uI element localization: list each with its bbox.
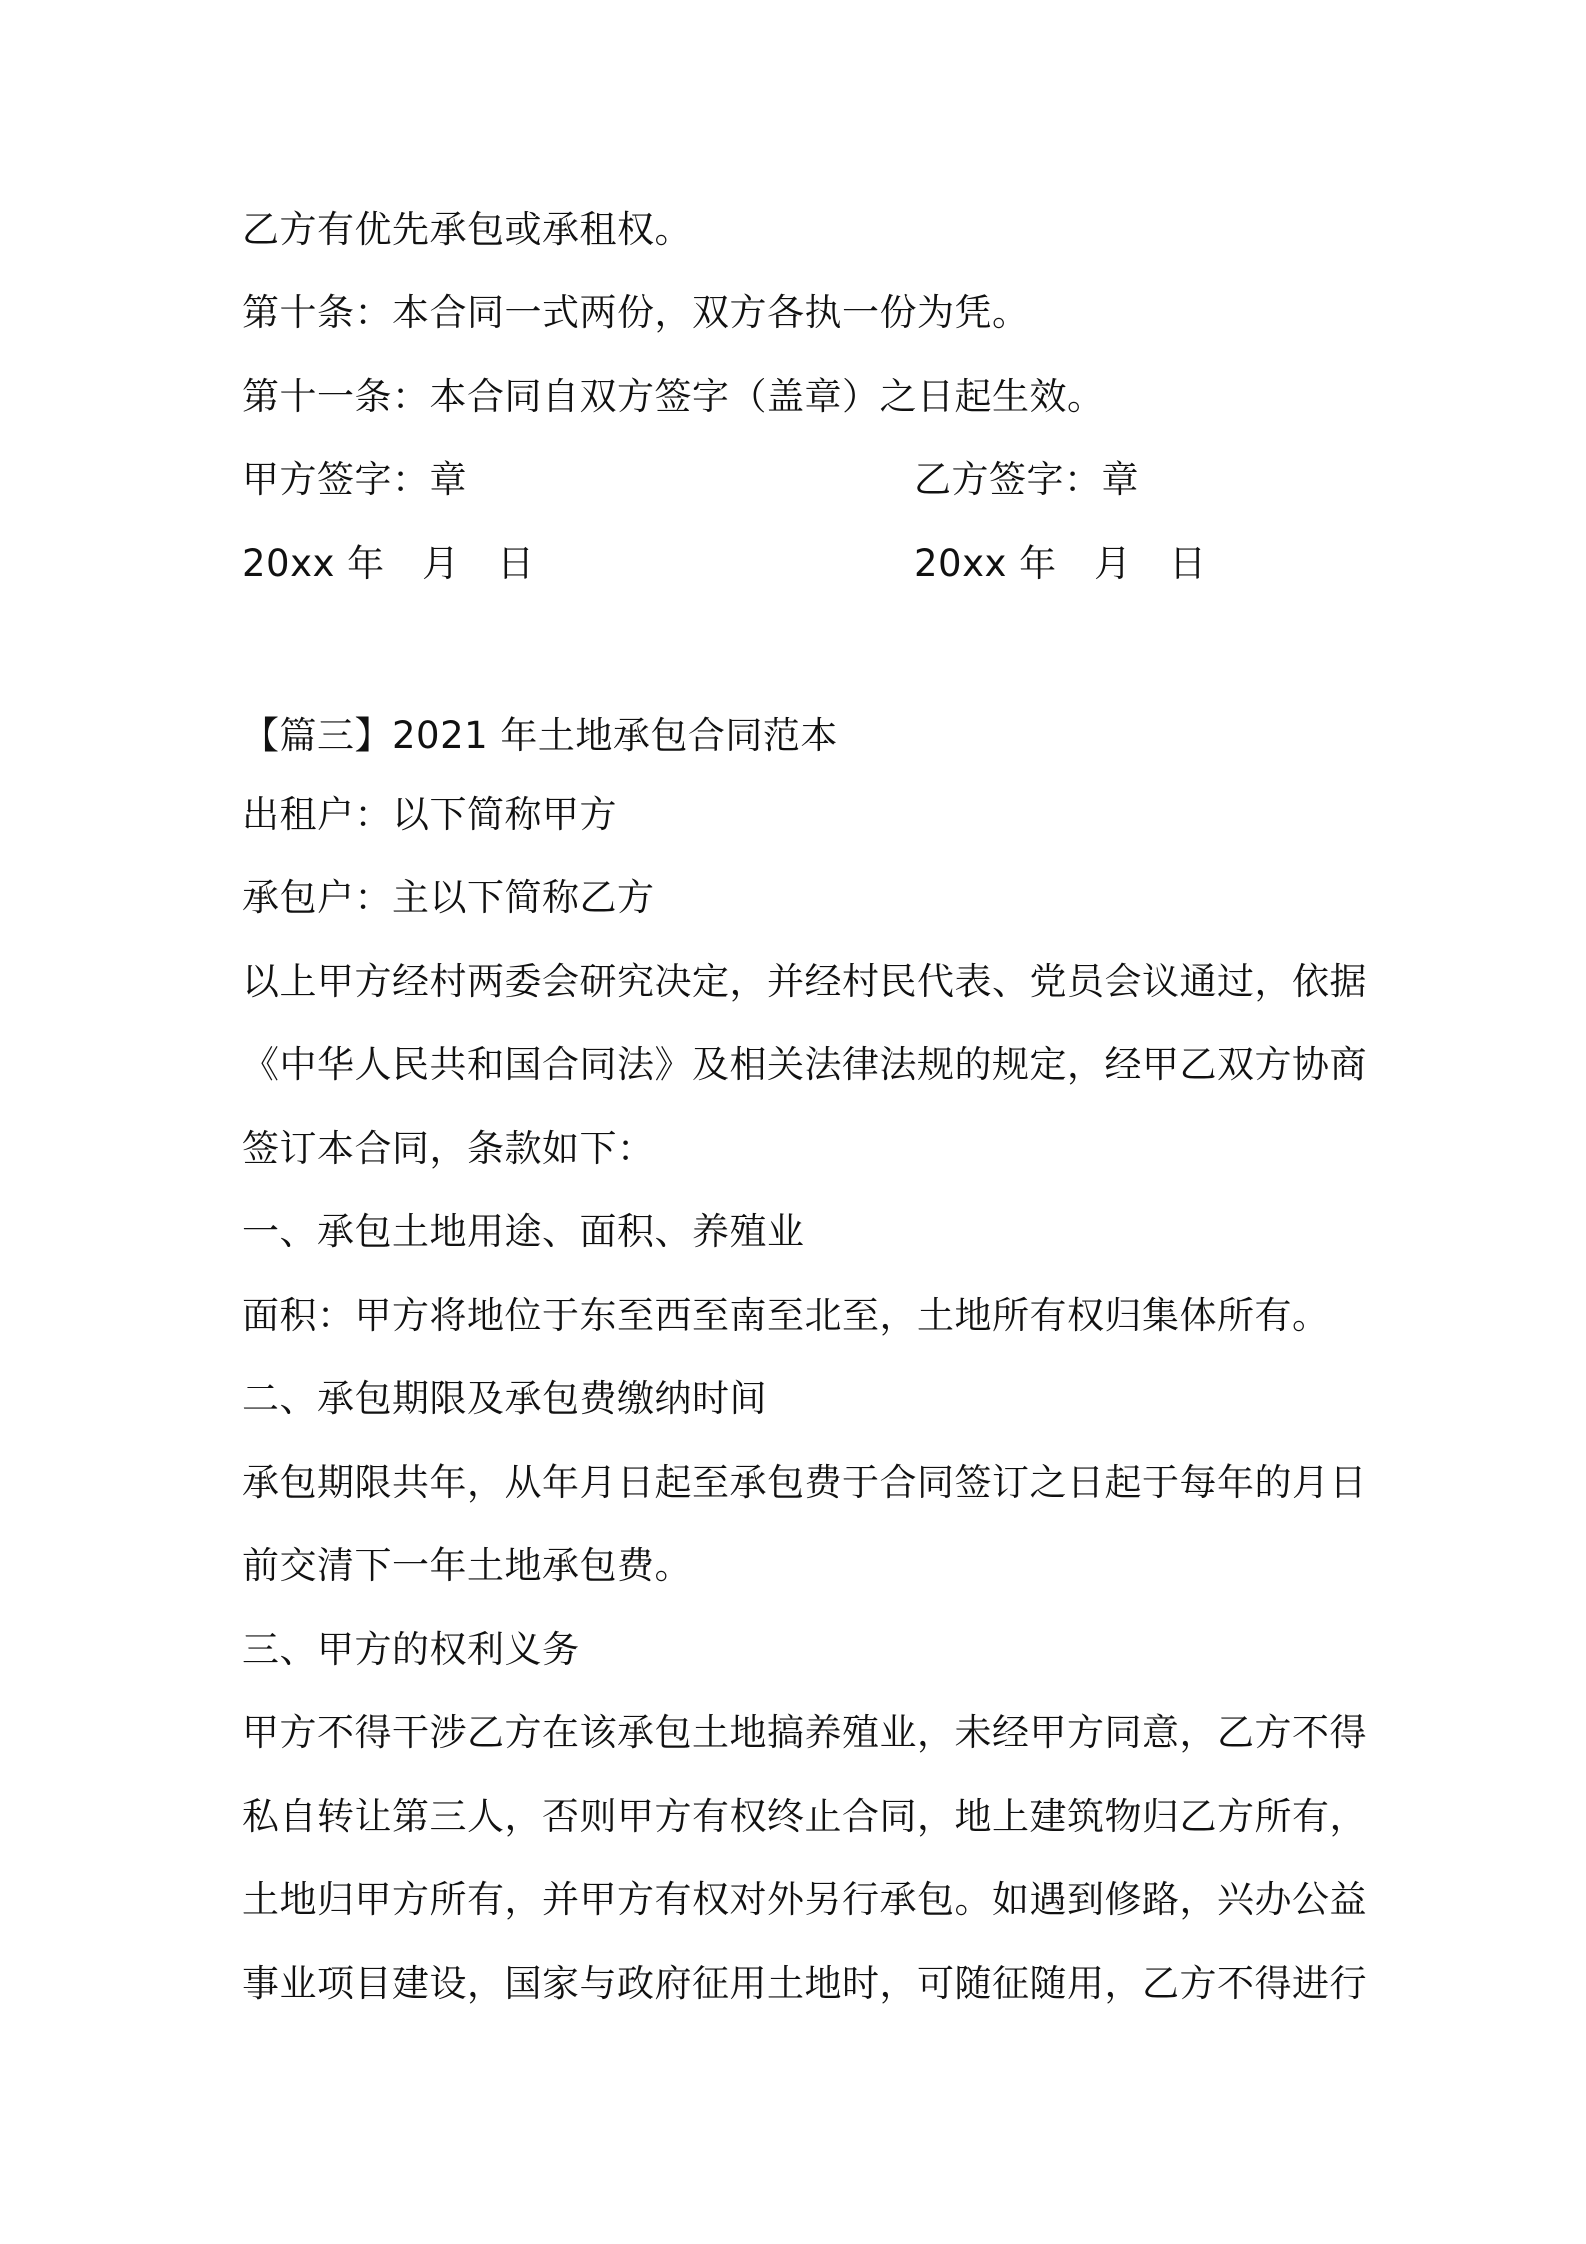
text-line: 《中华人民共和国合同法》及相关法律法规的规定，经甲乙双方协商 (242, 1043, 1367, 1086)
text-line: 签订本合同，条款如下： (242, 1127, 655, 1170)
signature-row (242, 455, 1362, 505)
text-line: 一、承包土地用途、面积、养殖业 (242, 1210, 805, 1253)
party-b-signature: 乙方签字：章 (914, 458, 1139, 501)
party-a-signature: 甲方签字：章 (242, 458, 467, 501)
text-line: 土地归甲方所有，并甲方有权对外另行承包。如遇到修路，兴办公益 (242, 1878, 1367, 1921)
clause-10: 第十条：本合同一式两份，双方各执一份为凭。 (242, 291, 1030, 334)
text-line: 前交清下一年土地承包费。 (242, 1544, 692, 1587)
clause-line: 乙方有优先承包或承租权。 (242, 208, 692, 251)
text-line: 出租户：以下简称甲方 (242, 793, 617, 836)
section-title: 【篇三】2021 年土地承包合同范本 (242, 714, 838, 757)
clause-11: 第十一条：本合同自双方签字（盖章）之日起生效。 (242, 375, 1105, 418)
text-line: 承包户：主以下简称乙方 (242, 876, 655, 919)
text-line: 甲方不得干涉乙方在该承包土地搞养殖业，未经甲方同意，乙方不得 (242, 1711, 1367, 1754)
text-line: 三、甲方的权利义务 (242, 1628, 580, 1671)
text-line: 事业项目建设，国家与政府征用土地时，可随征随用，乙方不得进行 (242, 1962, 1367, 2005)
text-line: 以上甲方经村两委会研究决定，并经村民代表、党员会议通过，依据 (242, 960, 1367, 1003)
date-row (242, 539, 1362, 589)
text-line: 二、承包期限及承包费缴纳时间 (242, 1377, 767, 1420)
party-a-date: 20xx 年 月 日 (242, 542, 535, 585)
text-line: 承包期限共年，从年月日起至承包费于合同签订之日起于每年的月日 (242, 1461, 1367, 1504)
party-b-date: 20xx 年 月 日 (914, 542, 1207, 585)
text-line: 私自转让第三人，否则甲方有权终止合同，地上建筑物归乙方所有， (242, 1795, 1367, 1838)
text-line: 面积：甲方将地位于东至西至南至北至，土地所有权归集体所有。 (242, 1294, 1330, 1337)
